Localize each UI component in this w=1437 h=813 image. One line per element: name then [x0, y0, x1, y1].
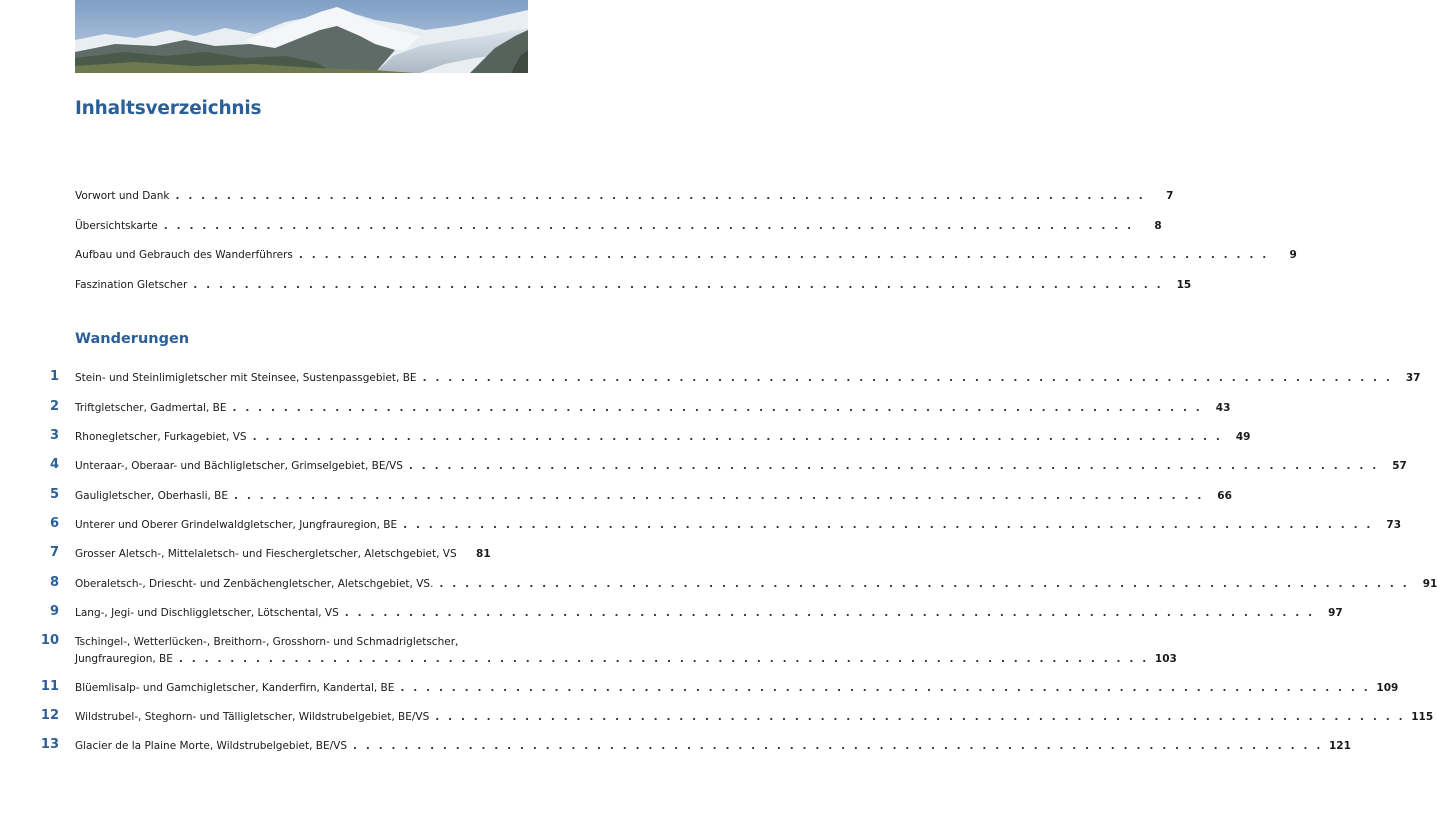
leader-dots: . . . . . . . . . . . . . . . . . . . . . . . . . . . . . . . . . . . . . . . . . . . . . . . . . . . . . . . . . . . . . . . . . . . . . . . . . . . .: [298, 249, 1269, 261]
hike-entry-line[interactable]: [75, 605, 1343, 621]
leader-dots: . . . . . . . . . . . . . . . . . . . . . . . . . . . . . . . . . . . . . . . . . . . . . . . . . . . . . . . . . . . . . . . . . . . . . . . . . . . .: [435, 711, 1406, 723]
hike-number: 2: [49, 399, 59, 414]
hike-entry-line[interactable]: [75, 738, 1351, 754]
hike-entry-line[interactable]: [75, 576, 1437, 592]
hike-entry-page-number: 57: [1392, 460, 1407, 472]
leader-dots: . . . . . . . . . . . . . . . . . . . . . . . . . . . . . . . . . . . . . . . . . . . . . . . . . . . . . . . . . . . . . . . . . . . . . . . . . . . .: [232, 402, 1203, 414]
leader-dots: . . . . . . . . . . . . . . . . . . . . . . . . . . . . . . . . . . . . . . . . . . . . . . . . . . . . . . . . . . . . . . . . . . . . . . . . . . . .: [193, 279, 1164, 291]
front-entry-page-number: 8: [1154, 220, 1162, 232]
hike-entry-page-number: 121: [1329, 740, 1351, 752]
hike-entry-page-number: 81: [476, 548, 491, 560]
hike-number: 12: [40, 708, 59, 723]
page-title: Inhaltsverzeichnis: [75, 98, 262, 119]
front-entry-title: Faszination Gletscher: [75, 279, 188, 291]
hike-entry-page-number: 115: [1411, 711, 1434, 723]
hike-number: 3: [49, 428, 59, 443]
front-entry-line[interactable]: [75, 188, 1174, 204]
hike-entry-title: Wildstrubel-, Steghorn- und Tälligletscher, Wildstrubelgebiet, BE/VS: [75, 711, 430, 723]
hike-entry-page-number: 73: [1386, 519, 1402, 531]
hike-entry-line[interactable]: [75, 709, 1434, 725]
hike-entry-title: Blüemlisalp- und Gamchigletscher, Kanderfirn, Kandertal, BE: [75, 682, 395, 694]
hike-entry-line[interactable]: [75, 488, 1232, 504]
hike-entry-title: Jungfrauregion, BE: [75, 653, 173, 665]
hike-entry-title: Oberaletsch-, Driescht- und Zenbächengletscher, Aletschgebiet, VS.: [75, 578, 434, 590]
hike-entry-title: Rhonegletscher, Furkagebiet, VS: [75, 431, 247, 443]
hike-entry-title: Stein- und Steinlimigletscher mit Steinsee, Sustenpassgebiet, BE: [75, 372, 417, 384]
leader-dots: . . . . . . . . . . . . . . . . . . . . . . . . . . . . . . . . . . . . . . . . . . . . . . . . . . . . . . . . . . . . . . . . . . . . . . . . . . . .: [439, 578, 1410, 590]
hike-entry-title: Triftgletscher, Gadmertal, BE: [75, 402, 227, 414]
hike-number: 9: [49, 604, 59, 619]
hike-entry-line[interactable]: [75, 680, 1399, 696]
hike-number: 6: [49, 516, 59, 531]
hike-entry-page-number: 66: [1217, 490, 1232, 502]
hike-number: 10: [40, 633, 59, 648]
front-entry-page-number: 7: [1166, 190, 1174, 202]
front-entry-page-number: 9: [1289, 249, 1297, 261]
leader-dots: . . . . . . . . . . . . . . . . . . . . . . . . . . . . . . . . . . . . . . . . . . . . . . . . . . . . . . . . . . . . . . . . . . . . . . . . . . . .: [234, 490, 1204, 502]
leader-dots: . . . . . . . . . . . . . . . . . . . . . . . . . . . . . . . . . . . . . . . . . . . . . . . . . . . . . . . . . . . . . . . . . . . . . . . . . . . .: [344, 607, 1315, 619]
section-title-wanderungen: Wanderungen: [75, 331, 190, 347]
leader-dots: . . . . . . . . . . . . . . . . . . . . . . . . . . . . . . . . . . . . . . . . . . . . . . . . . . . . . . . . . . . . . . . . . . . . . . . . . . . .: [252, 431, 1223, 443]
hike-entry-title: Grosser Aletsch-, Mittelaletsch- und Fieschergletscher, Aletschgebiet, VS: [75, 548, 457, 560]
hike-entry-page-number: 43: [1215, 402, 1231, 414]
hike-entry-line[interactable]: [75, 400, 1231, 416]
header-landscape-photo: [75, 0, 528, 73]
leader-dots: . . . . . . . . . . . . . . . . . . . . . . . . . . . . . . . . . . . . . . . . . . . . . . . . . . . . . . . . . . . . . . . . . . . . . . . . . . . .: [163, 220, 1134, 232]
front-entry-title: Vorwort und Dank: [75, 190, 170, 202]
hike-number: 1: [49, 369, 59, 384]
hike-entry-line[interactable]: [75, 651, 1177, 667]
leader-dots: . . . . . . . . . . . . . . . . . . . . . . . . . . . . . . . . . . . . . . . . . . . . . . . . . . . . . . . . . . . . . . . . . . . . . . . . . . . .: [422, 372, 1393, 384]
leader-dots: . . . . . . . . . . . . . . . . . . . . . . . . . . . . . . . . . . . . . . . . . . . . . . . . . . . . . . . . . . . . . . . . . . . . . . . . . . . .: [403, 519, 1374, 531]
leader-dots: . . . . . . . . . . . . . . . . . . . . . . . . . . . . . . . . . . . . . . . . . . . . . . . . . . . . . . . . . . . . . . . . . . . . . . . . . . . .: [175, 190, 1146, 202]
hike-entry-page-number: 109: [1376, 682, 1399, 694]
hike-entry-title: Lang-, Jegi- und Dischliggletscher, Lötschental, VS: [75, 607, 339, 619]
hike-entry-line[interactable]: [75, 517, 1402, 533]
hike-number: 7: [49, 545, 59, 560]
leader-dots: . . . . . . . . . . . . . . . . . . . . . . . . . . . . . . . . . . . . . . . . . . . . . . . . . . . . . . . . . . . . . . . . . . . . . . . . . . . .: [353, 740, 1323, 752]
hike-entry-title: Glacier de la Plaine Morte, Wildstrubelgebiet, BE/VS: [75, 740, 347, 752]
hike-entry-title: Gauligletscher, Oberhasli, BE: [75, 490, 228, 502]
front-entry-line[interactable]: [75, 277, 1192, 293]
front-entry-title: Übersichtskarte: [75, 220, 158, 232]
hike-entry-title: Unteraar-, Oberaar- und Bächligletscher, Grimselgebiet, BE/VS: [75, 460, 403, 472]
hike-entry-line[interactable]: [75, 546, 491, 562]
leader-dots: . . . . . . . . . . . . . . . . . . . . . . . . . . . . . . . . . . . . . . . . . . . . . . . . . . . . . . . . . . . . . . . . . . . . . . . . . . . .: [400, 682, 1371, 694]
front-entry-page-number: 15: [1176, 279, 1192, 291]
hike-number: 11: [40, 679, 59, 694]
leader-dots: . . . . . . . . . . . . . . . . . . . . . . . . . . . . . . . . . . . . . . . . . . . . . . . . . . . . . . . . . . . . . . . . . . . . . . . . . . . .: [408, 460, 1379, 472]
hike-number: 8: [49, 575, 59, 590]
hike-entry-line[interactable]: [75, 458, 1407, 474]
hike-number: 4: [49, 457, 59, 472]
hike-entry-page-number: 91: [1422, 578, 1437, 590]
hike-number: 5: [49, 487, 59, 502]
hike-number: 13: [40, 737, 59, 752]
front-entry-line[interactable]: [75, 218, 1162, 234]
hike-entry-title: Unterer und Oberer Grindelwaldgletscher, Jungfrauregion, BE: [75, 519, 398, 531]
hike-entry-page-number: 37: [1405, 372, 1421, 384]
hike-entry-line[interactable]: [75, 429, 1251, 445]
front-entry-line[interactable]: [75, 247, 1297, 263]
hike-entry-title-line1: Tschingel-, Wetterlücken-, Breithorn-, Grosshorn- und Schmadrigletscher,: [75, 636, 459, 648]
hike-entry-page-number: 103: [1154, 653, 1177, 665]
front-entry-title: Aufbau und Gebrauch des Wanderführers: [75, 249, 293, 261]
hike-entry-page-number: 97: [1328, 607, 1343, 619]
leader-dots: . . . . . . . . . . . . . . . . . . . . . . . . . . . . . . . . . . . . . . . . . . . . . . . . . . . . . . . . . . . . . . . . . . . . . . . . . . . .: [178, 653, 1149, 665]
hike-entry-line[interactable]: [75, 370, 1421, 386]
hike-entry-page-number: 49: [1235, 431, 1251, 443]
